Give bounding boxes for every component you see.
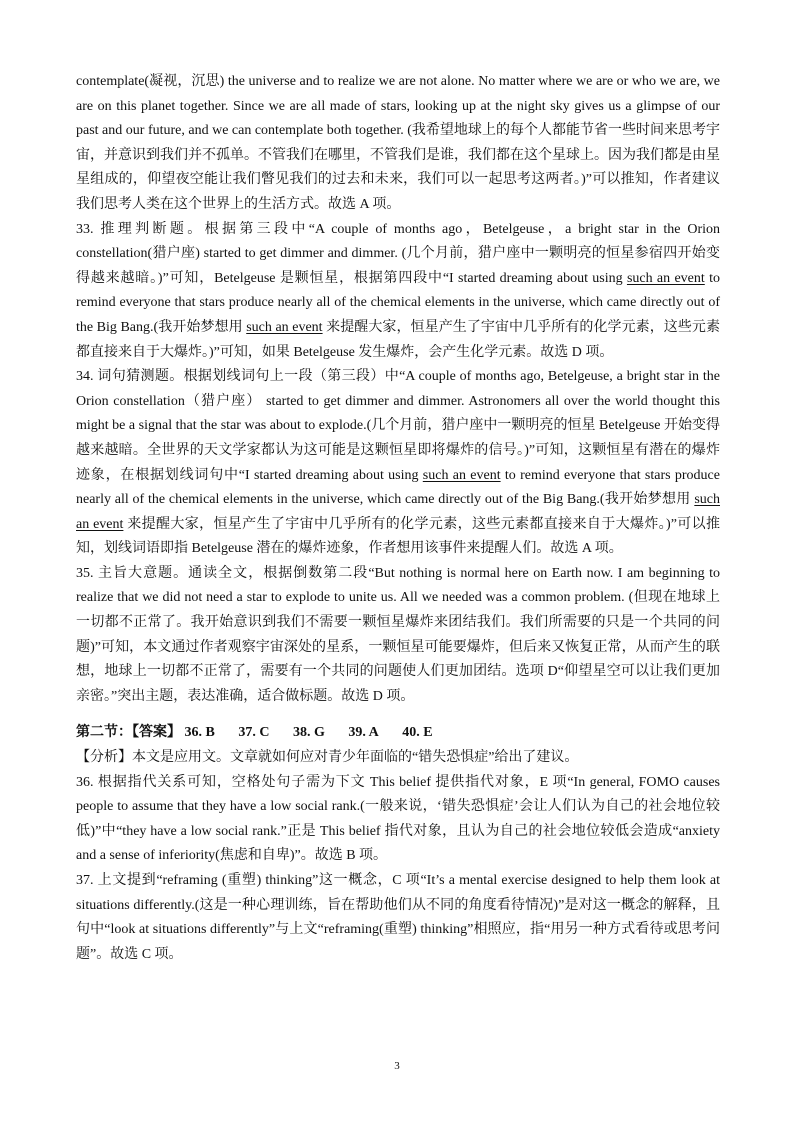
page-number: 3 <box>394 1060 400 1072</box>
text-segment: 来提醒大家，恒星产生了宇宙中几乎所有的化学元素，这些元素都直接来自于大爆炸。)”可以推知，划线词语即指 Betelgeuse 潜在的爆炸迹象，作者想用该事件来提醒人们。故选 A 项。 <box>76 516 721 557</box>
underlined-phrase: such an event <box>76 492 720 532</box>
answer-39: 39. A <box>348 725 379 741</box>
paragraph-q32-conclusion: contemplate(凝视，沉思) the universe and to realize we are not alone. No matter where we are or who we are, we are on this planet together. Since we are all made of stars, looking up at the night sky gives us a glimpse of our past and our future, and we can contemplate both together. (我希望地球上的每个人都能节省一些时间来思考宇宙，并意识到我们并不孤单。不管我们在哪里，不管我们是谁，我们都在这个星球上。因为我们都是由星星组成的，仰望夜空能让我们瞥见我们的过去和未来，我们可以一起思考这两者。)”可以推知，作者建议我们思考人类在这个世界上的生活方式。故选 A 项。 <box>76 74 720 212</box>
text-segment: to remind everyone that stars produce nearly all of the chemical elements in the universe, which came directly out of the Big Bang.(我开始梦想用 <box>76 467 720 508</box>
underlined-phrase: such an event <box>422 467 501 483</box>
text-segment: 34. 词句猜测题。根据划线词句上一段（第三段）中“A couple of months ago, Betelgeuse, a bright star in the Orion constellation（猎户座） started to get dimmer and dimmer. Astronomers all over the world thought this might be a signal that the star was about to explode.(几个月前，猎户座中一颗明亮的恒星 Betelgeuse 开始变得越来越暗。全世界的天文学家都认为这可能是这颗恒星即将爆炸的信号。)”可知，这颗恒星有潜在的爆炸迹象，在根据划线词句中“I started dreaming about using <box>76 369 720 483</box>
text-segment: 来提醒大家，恒星产生了宇宙中几乎所有的化学元素，这些元素都直接来自于大爆炸。)”可知，如果 Betelgeuse 发生爆炸，会产生化学元素。故选 D 项。 <box>76 319 721 360</box>
section2-answer-line <box>76 721 720 746</box>
answer-38: 38. G <box>292 725 325 741</box>
section2-label: 第二节：【答案】 <box>76 725 181 741</box>
text-segment: to remind everyone that stars produce nearly all of the chemical elements in the universe, which came directly out of the Big Bang.(我开始梦想用 <box>76 270 720 335</box>
paragraph-analysis: 【分析】本文是应用文。文章就如何应对青少年面临的“错失恐惧症”给出了建议。 <box>76 750 579 766</box>
answer-37: 37. C <box>238 725 270 741</box>
section-spacer <box>76 709 720 721</box>
paragraph-q33 <box>76 218 720 366</box>
paragraph-q34 <box>76 365 720 562</box>
answer-explanation-body <box>76 70 720 967</box>
answer-36: 36. B <box>184 725 215 741</box>
paragraph-q37: 37. 上文提到“reframing (重塑) thinking”这一概念，C 项“It’s a mental exercise designed to help them look at situations differently.(这是一种心理训练，旨在帮助他们从不同的角度看待情况)”是对这一概念的解释，且句中“look at situations differently”与上文“reframing(重塑) thinking”相照应，指“用另一种方式看待或思考问题”。故选 C 项。 <box>76 873 720 962</box>
answer-40: 40. E <box>402 725 433 741</box>
paragraph-q35: 35. 主旨大意题。通读全文，根据倒数第二段“But nothing is normal here on Earth now. I am beginning to realize that we did not need a star to explode to unite us. All we needed was a common problem. (但现在地球上一切都不正常了。我开始意识到我们不需要一颗恒星爆炸来团结我们。我们所需要的只是一个共同的问题)”可知，本文通过作者观察宇宙深处的星系，一颗恒星可能要爆炸，但后来又恢复正常，从而产生的联想，地球上一切都不正常了，需要有一个共同的问题使人们更加团结。选项 D“仰望星空可以让我们更加亲密。”突出主题，表达准确，适合做标题。故选 D 项。 <box>76 565 720 704</box>
underlined-phrase: such an event <box>246 319 323 335</box>
paragraph-q36: 36. 根据指代关系可知，空格处句子需为下文 This belief 提供指代对象，E 项“In general, FOMO causes people to assume that they have a low social rank.(一般来说，‘错失恐惧症’会让人们认为自己的社会地位较低)”中“they have a low social rank.”正是 This belief 指代对象，且认为自己的社会地位较低会造成“anxiety and a sense of inferiority(焦虑和自卑)”。故选 B 项。 <box>76 774 720 864</box>
text-segment: 33. 推理判断题。根据第三段中“A couple of months ago，Betelgeuse，a bright star in the Orion constellation(猎户座) started to get dimmer and dimmer. (几个月前，猎户座中一颗明亮的恒星参宿四开始变得越来越暗。)”可知，Betelgeuse 是颗恒星，根据第四段中“I started dreaming about using <box>76 221 720 286</box>
underlined-phrase: such an event <box>626 270 705 286</box>
